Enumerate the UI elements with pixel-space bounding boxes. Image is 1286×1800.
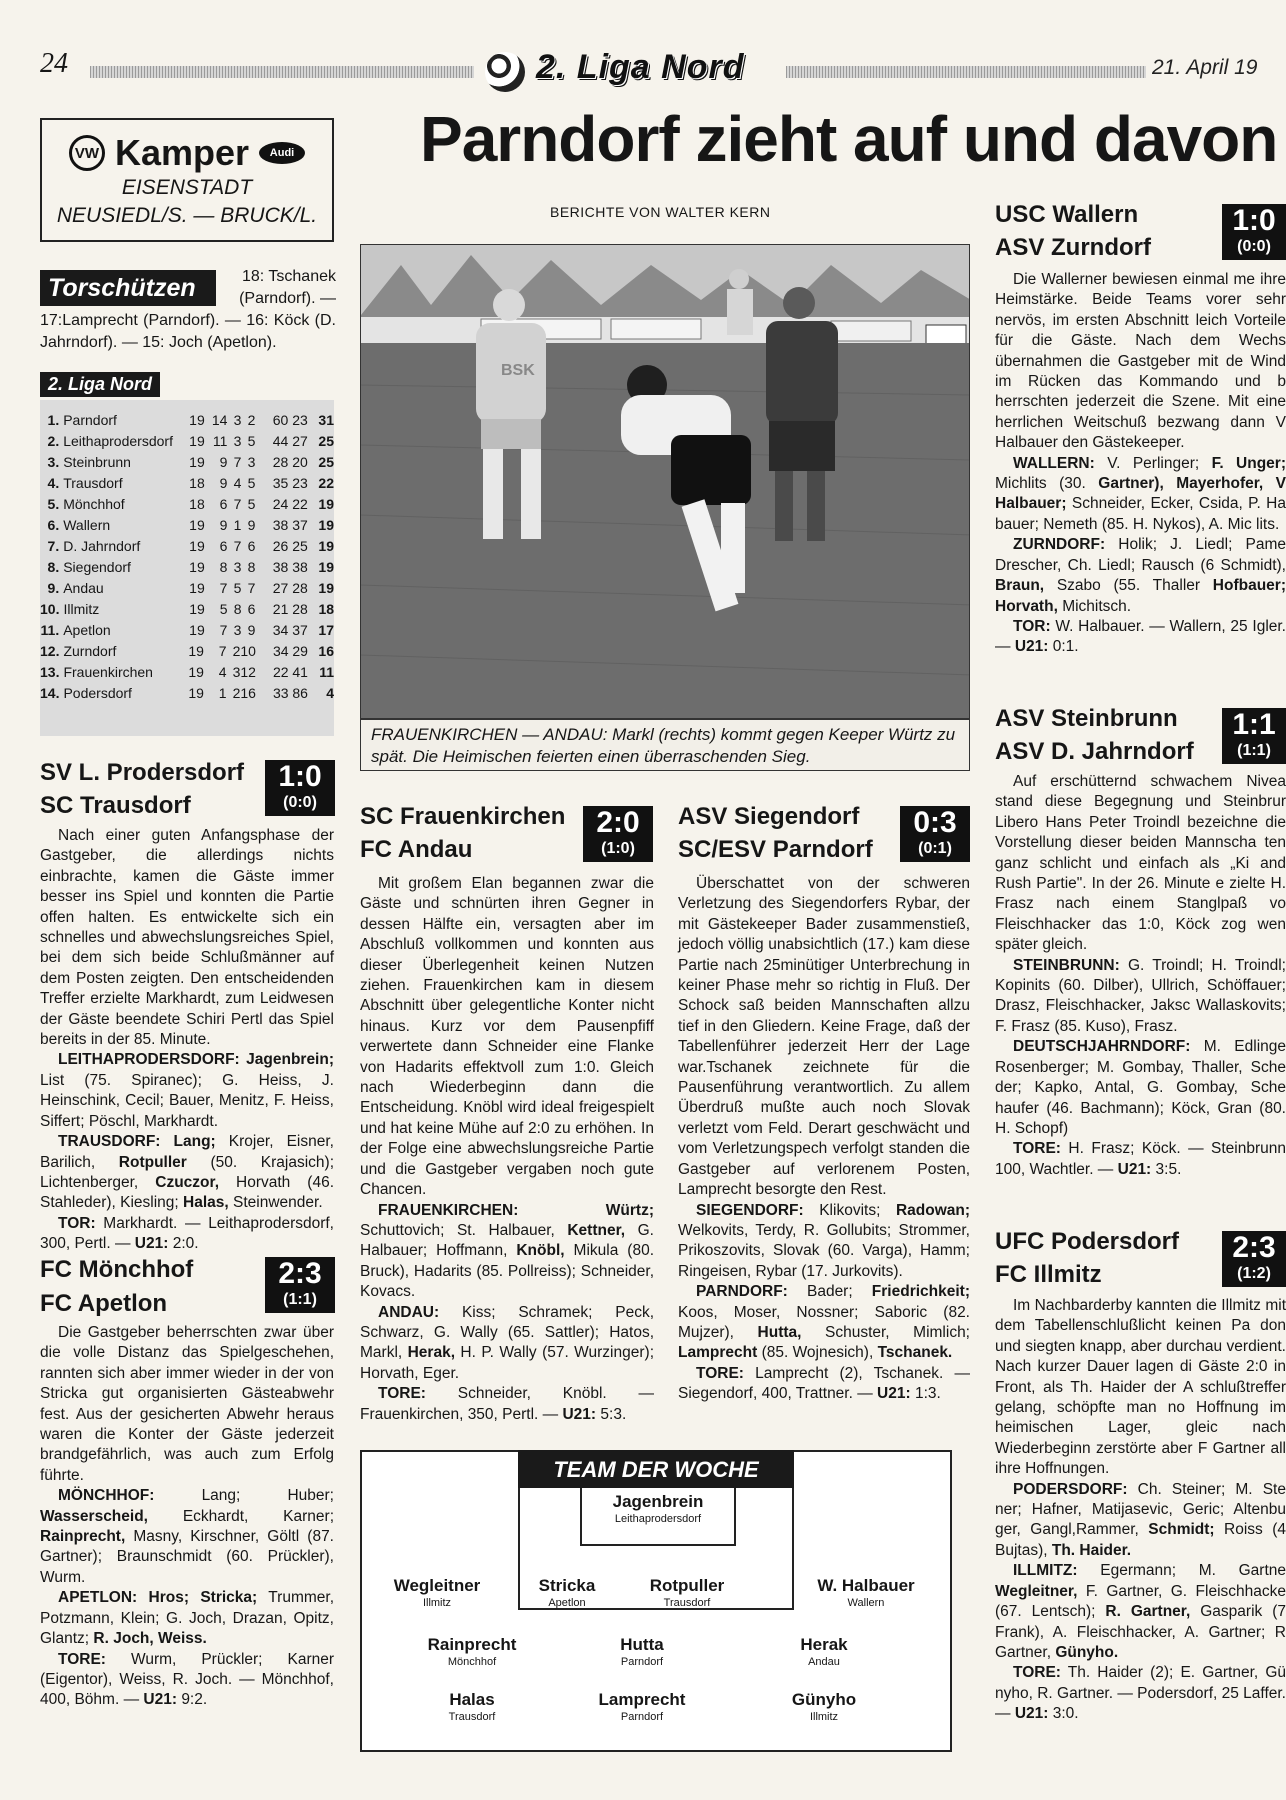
league-cell-sp: 19 [189,433,205,449]
league-cell-goals: 34 29 [272,643,308,659]
score-frauenkirchen [583,806,653,862]
league-cell-sp: 19 [188,664,204,680]
league-cell-l: 10 [240,643,256,659]
totw-player-club: Illmitz [809,1711,839,1723]
league-row [40,662,334,683]
report-podersdorf: Im Nachbarderby kannten die Illmitz mit dem Tabellenschlußlicht keinen Pa don und siegten knapp, aber durchau verdient. Nach kurzer Dauer lagen di Gäste 2:0 in Front, als Th. Haider der A schlußtreffer gelang, schöpfte man no Hoffnung im heimischen Lager, gleic nach Wiederbeginn zerstörte aber F Gartner all ihre Hoffnungen. PODERSDORF: Ch. Steiner; M. Ste ner; Hafner, Matijasevic, Geric; Altenbu ger, Gangl,Rammer, Schmidt; Roiss (4 Bujtas), Th. Haider. ILLMITZ: Egermann; M. Gartne Wegleitner, F. Gartner, G. Fleischhacke (67. Lentsch); R. Gartner, Gasparik (7 Frank), A. Fleischhacker, A. Gartner; R Gartner, Günyho. TORE: Th. Haider (2); E. Gartner, Gü nyho, R. Gartner. — Podersdorf, 25 Laffer. — U21: 3:0. [995,1297,1286,1723]
league-cell-d: 3 [233,622,242,638]
league-cell-pts: 17 [318,622,334,638]
league-cell-goals: 38 37 [272,517,308,533]
photo-caption: FRAUENKIRCHEN — ANDAU: Markl (rechts) kommt gegen Keeper Würtz zu spät. Die Heimischen feierten einen überraschenden Sieg. [360,719,970,771]
league-cell-team: Siegendorf [63,559,131,575]
score-podersdorf-ft: 2:3 [1232,1231,1276,1264]
league-cell-pts: 25 [318,433,334,449]
totw-player [612,1576,762,1610]
league-cell-w: 5 [219,601,228,617]
header-rule-right [786,66,1146,78]
league-cell-pts: 16 [318,643,334,659]
totw-player [580,1492,736,1526]
score-prodersdorf-ft: 1:0 [278,760,322,793]
league-cell-w: 11 [212,433,228,449]
report-prodersdorf: Nach einer guten Anfangsphase der Gastgeber, die allerdings nichts einbrachte, kamen die Gäste immer besser ins Spiel und konnten die Partie offen halten. Es entwickelte sich ein schnelles und abwechslungsreiches Spiel, bei dem sich beide Schlußmänner auf dem Posten zeigten. Den entscheidenden Treffer erzielte Markhardt, zum Leidwesen der Gäste beendete Schiri Pertl das Spiel bereits in der 85. Minute. LEITHAPRODERSDORF: Jagenbrein; List (75. Spiranec); G. Heiss, J. Heinschink, Cecil; Bauer, Menitz, F. Heiss, Siffert; Pöschl, Markhardt. TRAUSDORF: Lang; Krojer, Eisner, Barilich, Rotpuller (50. Krajasich); Lichtenberger, Czuczor, Horvath (46. Stahleder), Kiesling; Halas, Steinwender. TOR: Markhardt. — Leithaprodersdorf, 300, Pertl. — U21: 2:0. [40,827,335,1253]
league-rows [40,400,334,704]
league-cell-sp: 19 [189,538,205,554]
totw-player [392,1635,552,1669]
league-cell-team: Leithaprodersdorf [63,433,173,449]
league-cell-pts: 11 [319,664,334,680]
league-row [40,494,334,515]
scorers-rest: 17:Lamprecht (Parndorf). — 16: Köck (D. Jahrndorf). — 15: Joch (Apetlon). [40,312,336,351]
report-siegendorf: Überschattet von der schweren Verletzung des Siegendorfers Rybar, der mit Gästekeeper Bader zusammenstieß, jedoch völlig unabsichtlich (17.) kam diese Partie nach 25minütiger Unterbrechung in keiner Phase mehr so richtig in Fluß. Der Schock saß beiden Mannschaften allzu tief in den Gliedern. Keine Frage, daß der Tabellenführer jederzeit Herr der Lage war.Tschanek zeichnete für die Pausenführung verantwortlich. Zu allem Überdruß mußte auch noch Slovak verletzt vom Feld. Derart geschwächt und vom Verletzungspech verfolgt standen die Gastgeber auf verlorenem Posten, Lamprecht besorgte den Rest. SIEGENDORF: Klikovits; Radowan; Welkovits, Terdy, R. Gollubits; Strommer, Prikoszovits, Slovak (60. Varga), Hamm; Ringeisen, Rybar (17. Jurkovits). PARNDORF: Bader; Friedrichkeit; Koos, Moser, Nossner; Saboric (82. Mujzer), Hutta, Schuster, Mimlich; Lamprecht (85. Wojnesich), Tschanek. TORE: Lamprecht (2), Tschanek. — Siegendorf, 400, Trattner. — U21: 1:3. [678,875,970,1403]
match-moenchhof-home: FC Mönchhof [40,1256,194,1283]
report-podersdorf-text: Im Nachbarderby kannten die Illmitz mit dem Tabellenschlußlicht keinen Pa don und siegten knapp, aber durchau verdient. Nach kurzer Dauer lagen di Gäste 2:0 in Front, als Th. Haider der A schlußtreffer gelang, schöpfte man no Hoffnung im heimischen Lager, gleic nach Wiederbeginn zerstörte aber F Gartner all ihre Hoffnungen. [995,1297,1286,1478]
score-podersdorf-ht: (1:2) [1237,1265,1271,1282]
header-rule-left [90,66,474,78]
totw-player-club: Apetlon [548,1597,586,1609]
match-steinbrunn-home: ASV Steinbrunn [995,705,1178,732]
league-row [40,473,334,494]
scorers-lead: 18: Tschanek (Parndorf). — [239,268,336,307]
totw-player-club: Trausdorf [448,1711,496,1723]
league-cell-pts: 4 [326,685,334,701]
totw-player-name: Hutta [620,1635,664,1654]
league-cell-team: D. Jahrndorf [63,538,141,554]
league-cell-team: Zurndorf [63,643,117,659]
league-cell-goals: 34 37 [272,622,308,638]
report-frauenkirchen-text: Mit großem Elan begannen zwar die Gäste und schnürten ihren Gegner in dessen Hälfte ein, versagten aber im Abschluß vollkommen und konnten aus dieser Überlegenheit keinen Nutzen ziehen. Frauenkirchen kam in diesem Abschnitt über gelegentliche Konter nicht hinaus. Kurz vor dem Pausenpfiff verwertete dann Schneider eine Flanke von Hadarits effektvoll zum 1:0. Gleich nach Wiederbeginn dann die Entscheidung. Knöbl wird ideal freigespielt und hat keine Mühe auf 2:0 zu erhöhen. In der Folge eine abwechslungsreiche Partie und die Gastgeber vergaben noch gute Chancen. [360,875,654,1199]
match-siegendorf-away: SC/ESV Parndorf [678,836,873,863]
score-moenchhof-ft: 2:3 [278,1257,322,1290]
ad-line-1: EISENSTADT [121,176,253,199]
league-cell-goals: 60 23 [272,412,308,428]
league-cell-l: 6 [247,601,256,617]
league-cell-l: 5 [247,496,256,512]
league-cell-sp: 19 [189,601,205,617]
totw-player-name: Wegleitner [393,1576,481,1595]
report-steinbrunn-text: Auf erschütternd schwachem Nivea stand diese Begegnung und Steinbrur Libero Hans Peter Troindl bezeichne die Vorstellung dieser beiden Mannscha ten ganz schlicht und einfach als „Ki and Rush Partie". In der 26. Minute e zielte H. Frasz nach einem Stanglpaß vo Fleischhacker das 1:0, Köck zog wen später gleich. [995,773,1286,954]
score-siegendorf-ft: 0:3 [913,806,957,839]
match-podersdorf-home: UFC Podersdorf [995,1228,1180,1255]
league-cell-pts: 19 [318,580,334,596]
totw-player-name: Herak [800,1635,848,1654]
report-moenchhof-text: Die Gastgeber beherrschten zwar über die volle Distanz das Spielgeschehen, rannten sich aber immer wieder in der von Stricka gut organisierten Gästeabwehr fest. Aus der gesicherten Abwehr heraus waren die Konter der Gäste jederzeit brandgefährlich, was auch zum Erfolg führte. [40,1324,334,1484]
league-cell-team: Apetlon [63,622,111,638]
league-cell-team: Frauenkirchen [63,664,153,680]
score-moenchhof-ht: (1:1) [283,1291,317,1308]
league-cell-sp: 19 [189,412,205,428]
totw-player-name: W. Halbauer [817,1576,915,1595]
league-cell-pts: 18 [318,601,335,617]
scorers-label: Torschützen [40,270,216,306]
league-cell-w: 6 [219,538,228,554]
league-cell-goals: 26 25 [272,538,308,554]
match-photo-illustration [361,245,970,719]
league-cell-pos: 1. [47,412,60,428]
league-cell-team: Podersdorf [63,685,132,701]
report-wallern: Die Wallerner bewiesen einmal me ihre Heimstärke. Beide Teams vorer sehr nervös, im ersten Abschnitt leich Vorteile für die Gäste. Nach dem Wechs übernahmen die Gastgeber mit de Wind im Rücken das Kommando und b herrschten jederzeit die Szene. Mit eine herrlichen Weitschuß bezwang dann V Halbauer den Gästekeeper. WALLERN: V. Perlinger; F. Unger; Michlits (30. Gartner), Mayerhofer, V Halbauer; Schneider, Ecker, Csida, P. Ha bauer; Nemeth (85. H. Nykos), A. Mic lits. ZURNDORF: Holik; J. Liedl; Pame Drescher, Ch. Liedl; Rausch (6 Schmidt), Braun, Szabo (55. Thaller Hofbauer; Horvath, Michitsch. TOR: W. Halbauer. — Wallern, 25 Igler. — U21: 0:1. [995,271,1286,656]
league-cell-d: 1 [233,517,242,533]
league-cell-pos: 8. [47,559,60,575]
league-cell-w: 9 [219,454,228,470]
totw-player-name: Lamprecht [598,1690,686,1709]
totw-player-club: Parndorf [620,1711,664,1723]
league-cell-w: 6 [219,496,228,512]
league-cell-pts: 22 [318,475,334,491]
score-wallern-ft: 1:0 [1232,204,1276,237]
league-cell-sp: 19 [189,559,205,575]
league-cell-sp: 19 [189,454,205,470]
league-cell-l: 16 [240,685,256,701]
totw-player [744,1635,904,1669]
league-cell-l: 9 [247,517,256,533]
league-cell-l: 8 [247,559,256,575]
score-prodersdorf-ht: (0:0) [283,794,317,811]
totw-player-name: Günyho [791,1690,857,1709]
league-cell-l: 6 [247,538,256,554]
league-cell-d: 3 [233,433,242,449]
vw-logo-icon: VW [69,135,105,171]
league-cell-pos: 14. [40,685,60,701]
league-cell-goals: 33 86 [272,685,308,701]
league-cell-w: 7 [219,622,228,638]
league-cell-d: 5 [233,580,242,596]
league-cell-pos: 12. [40,643,60,659]
team-of-week [360,1450,952,1752]
league-cell-l: 3 [247,454,256,470]
score-frauenkirchen-ft: 2:0 [596,806,640,839]
league-cell-team: Trausdorf [63,475,123,491]
league-cell-sp: 19 [188,643,204,659]
league-cell-w: 7 [218,643,227,659]
league-cell-sp: 19 [189,580,205,596]
league-cell-w: 9 [219,517,228,533]
totw-player-name: Rotpuller [649,1576,725,1595]
byline: BERICHTE VON WALTER KERN [550,204,771,220]
league-cell-l: 12 [240,664,256,680]
league-cell-pts: 19 [318,517,334,533]
league-cell-pts: 19 [318,538,334,554]
team-of-week-title: TEAM DER WOCHE [518,1452,794,1488]
page-headline: Parndorf zieht auf und davon [420,103,1278,175]
totw-player [562,1690,722,1724]
totw-player [786,1576,946,1610]
match-frauenkirchen-home: SC Frauenkirchen [360,803,566,830]
match-prodersdorf-away: SC Trausdorf [40,792,191,819]
totw-player-club: Mönchhof [447,1656,497,1668]
totw-player-club: Wallern [847,1597,885,1609]
league-cell-team: Mönchhof [63,496,125,512]
league-cell-sp: 19 [189,622,205,638]
score-steinbrunn-ft: 1:1 [1232,708,1276,741]
league-cell-d: 2 [232,685,241,701]
league-cell-d: 7 [233,454,242,470]
totw-player-club: Leithaprodersdorf [614,1513,702,1525]
league-cell-sp: 18 [189,475,205,491]
league-cell-pos: 9. [47,580,60,596]
league-cell-pts: 25 [318,454,334,470]
totw-player [362,1576,512,1610]
score-podersdorf [1222,1231,1286,1287]
score-steinbrunn-ht: (1:1) [1237,742,1271,759]
league-row [40,599,334,620]
totw-player [744,1690,904,1724]
league-cell-l: 7 [247,580,256,596]
match-siegendorf-home: ASV Siegendorf [678,803,860,830]
score-steinbrunn [1222,708,1286,764]
league-cell-team: Andau [63,580,104,596]
league-table [40,372,334,736]
league-cell-goals: 21 28 [272,601,308,617]
report-prodersdorf-text: Nach einer guten Anfangsphase der Gastgeber, die allerdings nichts einbrachte, kamen die Gäste immer besser ins Spiel und konnten die Partie offen halten. Es entwickelte sich ein schnelles und abwechslungsreiches Spiel, bei dem sich beide Schlußmänner auf dem Posten zeigten. Den entscheidenden Treffer erzielte Markhardt, zum Leidwesen der Gäste beendete Schiri Pertl das Spiel bereits in der 85. Minute. [40,827,334,1049]
totw-player-club: Parndorf [620,1656,664,1668]
league-cell-goals: 27 28 [272,580,308,596]
league-title: 2. Liga Nord [40,372,160,397]
score-prodersdorf [265,760,335,816]
league-cell-goals: 38 38 [272,559,308,575]
league-row [40,578,334,599]
photo-jersey-text: BSK [501,362,535,379]
league-cell-w: 8 [219,559,228,575]
league-cell-pts: 19 [318,559,334,575]
report-moenchhof: Die Gastgeber beherrschten zwar über die volle Distanz das Spielgeschehen, rannten sich aber immer wieder in der von Stricka gut organisierten Gästeabwehr fest. Aus der gesicherten Abwehr heraus waren die Konter der Gäste jederzeit brandgefährlich, was auch zum Erfolg führte. MÖNCHHOF: Lang; Huber; Wasserscheid, Eckhardt, Karner; Rainprecht, Masny, Kirschner, Göltl (87. Gartner); Braunschmidt (60. Prückler), Wurm. APETLON: Hros; Stricka; Trummer, Potzmann, Klein; G. Joch, Drazan, Opitz, Glantz; R. Joch, Weiss. TORE: Wurm, Prückler; Karner (Eigentor), Weiss, R. Joch. — Mönchhof, 400, Böhm. — U21: 9:2. [40,1324,335,1709]
totw-player-club: Andau [808,1656,840,1668]
league-cell-team: Illmitz [63,601,100,617]
league-row [40,410,334,431]
league-cell-w: 4 [218,664,227,680]
league-cell-pos: 2. [47,433,60,449]
page-number: 24 [40,48,68,79]
match-moenchhof-away: FC Apetlon [40,1290,168,1317]
league-row [40,431,334,452]
league-cell-pos: 11. [40,622,60,638]
league-cell-sp: 18 [189,496,205,512]
league-cell-pos: 13. [40,664,60,680]
match-podersdorf-away: FC Illmitz [995,1261,1102,1288]
league-cell-d: 2 [232,643,241,659]
league-cell-team: Wallern [63,517,111,533]
league-cell-pts: 31 [318,412,334,428]
league-cell-pos: 6. [47,517,60,533]
report-siegendorf-text: Überschattet von der schweren Verletzung des Siegendorfers Rybar, der mit Gästekeeper Bader zusammenstieß, jedoch völlig unabsichtlich (17.) kam diese Partie nach 25minütiger Unterbrechung in keiner Phase mehr so richtig in Fluß. Der Schock saß beiden Mannschaften allzu tief in den Gliedern. Keine Frage, daß der Tabellenführer jederzeit Herr der Lage war.Tschanek zeichnete für die Pausenführung verantwortlich. Zu allem Überdruß mußte auch noch Slovak verletzt vom Feld. Derart geschwächt und vom Verletzungspech verfolgt standen die Gastgeber auf verlorenem Posten, Lamprecht besorgte den Rest. [678,875,970,1199]
league-cell-goals: 22 41 [272,664,308,680]
match-steinbrunn-away: ASV D. Jahrndorf [995,738,1194,765]
totw-player-club: Illmitz [422,1597,452,1609]
league-row [40,641,334,662]
league-cell-d: 3 [233,559,242,575]
league-cell-goals: 44 27 [272,433,308,449]
league-cell-d: 7 [233,538,242,554]
score-wallern-ht: (0:0) [1237,238,1271,255]
totw-player-name: Jagenbrein [612,1492,704,1511]
issue-date: 21. April 19 [1152,56,1258,79]
totw-player-name: Stricka [538,1576,596,1595]
league-row [40,683,334,704]
league-row [40,620,334,641]
league-cell-l: 9 [247,622,256,638]
league-cell-pos: 3. [47,454,60,470]
totw-player-club: Trausdorf [663,1597,711,1609]
league-cell-d: 3 [233,412,242,428]
league-cell-w: 7 [219,580,228,596]
totw-player-name: Rainprecht [427,1635,517,1654]
match-wallern-away: ASV Zurndorf [995,234,1151,261]
league-cell-goals: 35 23 [272,475,308,491]
league-cell-d: 8 [233,601,242,617]
league-cell-team: Steinbrunn [63,454,131,470]
league-cell-sp: 19 [189,517,205,533]
league-cell-pts: 19 [318,496,334,512]
league-cell-w: 9 [219,475,228,491]
league-row [40,557,334,578]
league-row [40,452,334,473]
league-cell-team: Parndorf [63,412,117,428]
kamper-ad [40,118,334,242]
report-steinbrunn: Auf erschütternd schwachem Nivea stand diese Begegnung und Steinbrur Libero Hans Peter Troindl bezeichne die Vorstellung dieser beiden Mannscha ten ganz schlicht und einfach als „Ki and Rush Partie". In der 26. Minute e zielte H. Frasz nach einem Stanglpaß vo Fleischhacker das 1:0, Köck zog wen später gleich. STEINBRUNN: G. Troindl; H. Troindl; Kopinits (60. Dilber), Ullrich, Schöffauer; Drasz, Fleischhacker, Jaksc Wallaskovits; F. Frasz (85. Kuso), Frasz. DEUTSCHJAHRNDORF: M. Edlinge Rosenberger; M. Gombay, Thaller, Sche der; Kapko, Antal, G. Gombay, Sche haufer (46. Bachmann); Köck, Gran (80. H. Schopf) TORE: H. Frasz; Köck. — Steinbrunn 100, Wachtler. — U21: 3:5. [995,773,1286,1178]
league-row [40,515,334,536]
league-cell-pos: 7. [47,538,60,554]
league-cell-l: 5 [247,475,256,491]
match-prodersdorf-home: SV L. Prodersdorf [40,759,245,786]
score-siegendorf [900,806,970,862]
league-cell-d: 4 [233,475,242,491]
match-photo [360,244,970,719]
league-cell-goals: 28 20 [272,454,308,470]
league-cell-w: 14 [211,412,228,428]
league-cell-l: 2 [247,412,256,428]
totw-player [562,1635,722,1669]
audi-logo-icon: Audi [259,142,305,164]
league-cell-pos: 5. [47,496,60,512]
league-cell-d: 3 [232,664,241,680]
match-wallern-home: USC Wallern [995,201,1139,228]
league-cell-pos: 4. [47,475,60,491]
league-row [40,536,334,557]
match-frauenkirchen-away: FC Andau [360,836,473,863]
league-cell-d: 7 [233,496,242,512]
section-title: 2. Liga Nord [536,48,745,86]
score-moenchhof [265,1257,335,1313]
football-icon [485,52,525,92]
league-cell-l: 5 [247,433,256,449]
totw-player [392,1690,552,1724]
league-cell-goals: 24 22 [272,496,308,512]
totw-player-name: Halas [449,1690,495,1709]
ad-brand: Kamper [114,132,250,173]
league-cell-pos: 10. [40,601,60,617]
ad-line-2: NEUSIEDL/S. — BRUCK/L. [56,204,318,227]
score-wallern [1222,204,1286,260]
report-wallern-text: Die Wallerner bewiesen einmal me ihre Heimstärke. Beide Teams vorer sehr nervös, im ersten Abschnitt leich Vorteile für die Gäste. Nach dem Wechs übernahmen die Gastgeber mit de Wind im Rücken das Kommando und b herrschten jederzeit die Szene. Mit eine herrlichen Weitschuß bezwang dann V Halbauer den Gästekeeper. [995,271,1286,452]
league-cell-w: 1 [218,685,227,701]
score-frauenkirchen-ht: (1:0) [601,840,635,857]
score-siegendorf-ht: (0:1) [918,840,952,857]
league-cell-sp: 19 [188,685,204,701]
report-frauenkirchen: Mit großem Elan begannen zwar die Gäste und schnürten ihren Gegner in dessen Hälfte ein, versagten aber im Abschluß vollkommen und konnten aus dieser Überlegenheit keinen Nutzen ziehen. Frauenkirchen kam in diesem Abschnitt über gelegentliche Konter nicht hinaus. Kurz vor dem Pausenpfiff verwertete dann Schneider eine Flanke von Hadarits effektvoll zum 1:0. Gleich nach Wiederbeginn dann die Entscheidung. Knöbl wird ideal freigespielt und hat keine Mühe auf 2:0 zu erhöhen. In der Folge eine abwechslungsreiche Partie und die Gastgeber vergaben noch gute Chancen. FRAUENKIRCHEN: Würtz; Schuttovich; St. Halbauer, Kettner, G. Halbauer; Hoffmann, Knöbl, Mikula (80. Bruck), Hadarits (85. Pollreiss); Schneider, Kovacs. ANDAU: Kiss; Schramek; Peck, Schwarz, G. Wally (65. Sattler); Hatos, Markl, Herak, H. P. Wally (57. Wurzinger); Horvath, Eger. TORE: Schneider, Knöbl. — Frauenkirchen, 350, Pertl. — U21: 5:3. [360,875,654,1423]
